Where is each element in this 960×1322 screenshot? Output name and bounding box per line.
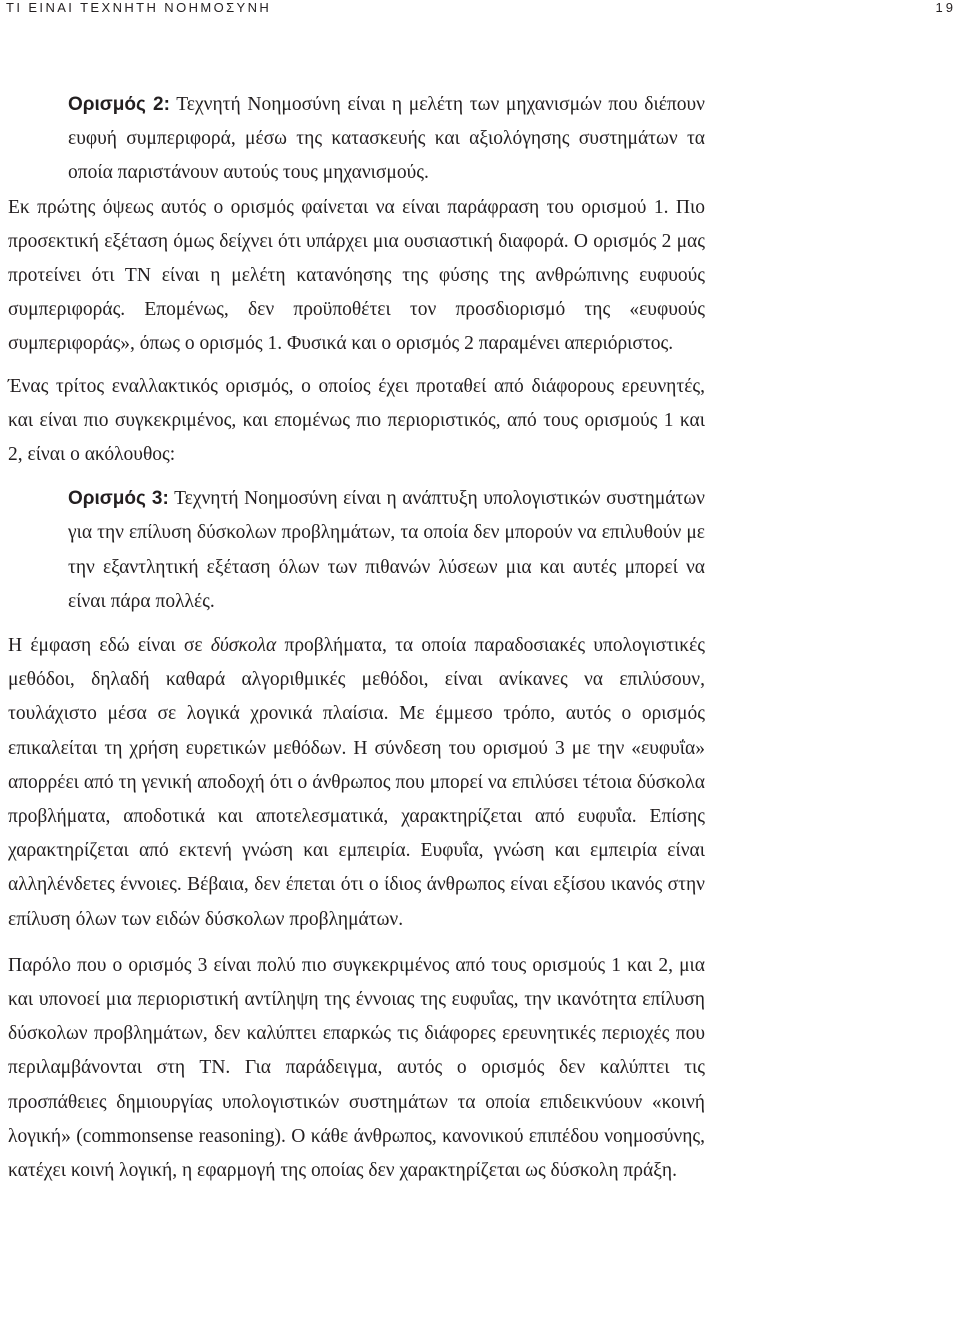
- definition-3-label: Ορισμός 3:: [68, 488, 169, 510]
- definition-3: [68, 482, 705, 619]
- definition-2: [68, 88, 705, 191]
- definition-2-label: Ορισμός 2:: [68, 94, 170, 115]
- chapter-title: ΤΙ ΕΙΝΑΙ ΤΕΧΝΗΤΗ ΝΟΗΜΟΣΥΝΗ: [6, 0, 272, 15]
- paragraph-3-start: Η έμφαση εδώ είναι σε: [8, 635, 211, 657]
- definition-3-text: Τεχνητή Νοημοσύνη είναι η ανάπτυξη υπολογιστικών συστημάτων για την επίλυση δύσκολων προβλημάτων, τα οποία δεν μπορούν να επιλυθούν με την εξαντλητική εξέταση όλων των πιθανών λύσεων μια και αυτές μπορεί να είναι πάρα πολλές.: [68, 488, 706, 612]
- paragraph-3-emphasis: δύσκολα: [210, 635, 277, 657]
- definition-2-text: Τεχνητή Νοημοσύνη είναι η μελέτη των μηχανισμών που διέπουν ευφυή συμπεριφορά, μέσω της κατασκευής και αξιολόγησης συστημάτων τα οποία παριστάνουν αυτούς τους μηχανισμούς.: [68, 94, 705, 184]
- running-header: [6, 0, 956, 16]
- paragraph-1: Εκ πρώτης όψεως αυτός ο ορισμός φαίνεται να είναι παράφραση του ορισμού 1. Πιο προσεκτική εξέταση όμως δείχνει ότι υπάρχει μια ουσιαστική διαφορά. Ο ορισμός 2 μας προτείνει ότι ΤΝ είναι η μελέτη κατανόησης της φύσης της ανθρώπινης ευφυούς συμπεριφοράς. Επομένως, δεν προϋποθέτει τον προσδιορισμό της «ευφυούς συμπεριφοράς», όπως ο ορισμός 1. Φυσικά και ο ορισμός 2 παραμένει απεριόριστος.: [8, 196, 705, 355]
- page-body: [8, 88, 705, 1188]
- paragraph-4: Παρόλο που ο ορισμός 3 είναι πολύ πιο συγκεκριμένος από τους ορισμούς 1 και 2, μια και υπονοεί μια περιοριστική αντίληψη της έννοιας της ευφυΐας, την ικανότητα επίλυση δύσκολων προβλημάτων, δεν καλύπτει επαρκώς τις διάφορες ερευνητικές περιοχές που περιλαμβάνονται στη ΤΝ. Για παράδειγμα, αυτός ο ορισμός δεν καλύπτει τις προσπάθειες δημιουργίας υπολογιστικών συστημάτων τα οποία επιδεικνύουν «κοινή λογική» (commonsense reasoning). Ο κάθε άνθρωπος, κανονικού επιπέδου νοημοσύνης, κατέχει κοινή λογική, η εφαρμογή της οποίας δεν χαρακτηρίζεται ως δύσκολη πράξη.: [8, 954, 705, 1182]
- paragraph-3: [8, 629, 705, 937]
- paragraph-3-rest: προβλήματα, τα οποία παραδοσιακές υπολογιστικές μεθόδοι, δηλαδή καθαρά αλγοριθμικές μεθόδοι, είναι ανίκανες να επιλύσουν, τουλάχιστο μέσα σε λογικά χρονικά πλαίσια. Με έμμεσο τρόπο, αυτός ο ορισμός επικαλείται τη χρήση ευρετικών μεθόδων. Η σύνδεση του ορισμού 3 με την «ευφυΐα» απορρέει από τη γενική αποδοχή ότι ο άνθρωπος που μπορεί να επιλύσει τέτοια δύσκολα προβλήματα, αποδοτικά και αποτελεσματικά, χαρακτηρίζεται από ευφυΐα. Επίσης χαρακτηρίζεται από εκτενή γνώση και εμπειρία. Ευφυΐα, γνώση και εμπειρία είναι αλληλένδετες έννοιες. Βέβαια, δεν έπεται ότι ο ίδιος άνθρωπος είναι εξίσου ικανός στην επίλυση όλων των ειδών δύσκολων προβλημάτων.: [8, 635, 705, 930]
- page-number: 19: [935, 0, 956, 15]
- paragraph-2: Ένας τρίτος εναλλακτικός ορισμός, ο οποίος έχει προταθεί από διάφορους ερευνητές, και είναι πιο συγκεκριμένος, και επομένως πιο περιοριστικός, από τους ορισμούς 1 και 2, είναι ο ακόλουθος:: [8, 375, 705, 466]
